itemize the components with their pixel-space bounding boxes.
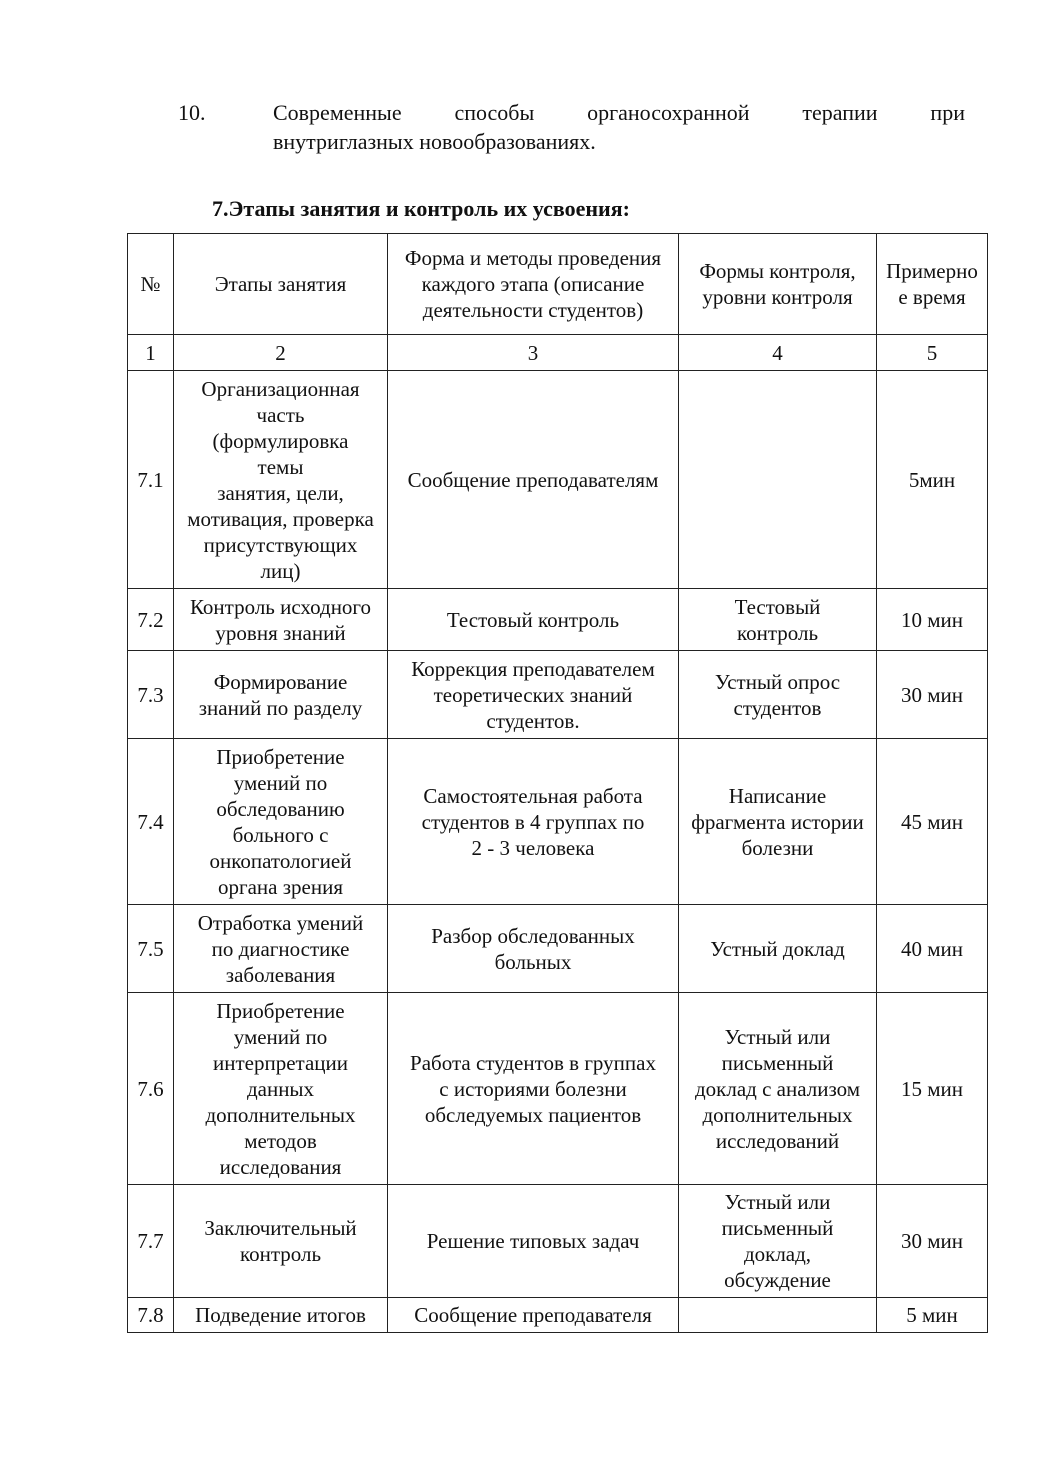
control-cell: Тестовый контроль bbox=[679, 589, 877, 651]
table-row bbox=[128, 651, 988, 739]
column-number-cell: 1 bbox=[128, 335, 174, 371]
column-number-cell: 2 bbox=[174, 335, 388, 371]
column-number-cell: 4 bbox=[679, 335, 877, 371]
header-cell-control: Формы контроля, уровни контроля bbox=[679, 234, 877, 335]
stage-cell: Заключительный контроль bbox=[174, 1185, 388, 1298]
row-number-cell: 7.2 bbox=[128, 589, 174, 651]
table-row bbox=[128, 905, 988, 993]
method-cell: Коррекция преподавателем теоретических знаний студентов. bbox=[388, 651, 679, 739]
time-cell: 40 мин bbox=[877, 905, 988, 993]
stages-table bbox=[127, 233, 988, 1333]
time-cell: 5мин bbox=[877, 371, 988, 589]
control-cell: Устный доклад bbox=[679, 905, 877, 993]
stage-cell: Организационная часть (формулировка темы занятия, цели, мотивация, проверка присутствующих лиц) bbox=[174, 371, 388, 589]
control-cell: Устный опрос студентов bbox=[679, 651, 877, 739]
header-cell-number: № bbox=[128, 234, 174, 335]
method-cell: Самостоятельная работа студентов в 4 группах по 2 - 3 человека bbox=[388, 739, 679, 905]
method-cell: Тестовый контроль bbox=[388, 589, 679, 651]
table-row bbox=[128, 1185, 988, 1298]
table-row bbox=[128, 589, 988, 651]
stage-cell: Подведение итогов bbox=[174, 1298, 388, 1333]
control-cell bbox=[679, 1298, 877, 1333]
column-number-cell: 5 bbox=[877, 335, 988, 371]
row-number-cell: 7.7 bbox=[128, 1185, 174, 1298]
method-cell: Решение типовых задач bbox=[388, 1185, 679, 1298]
control-cell: Написание фрагмента истории болезни bbox=[679, 739, 877, 905]
header-cell-stage: Этапы занятия bbox=[174, 234, 388, 335]
list-item-number: 10. bbox=[178, 100, 206, 125]
method-cell: Сообщение преподавателя bbox=[388, 1298, 679, 1333]
time-cell: 45 мин bbox=[877, 739, 988, 905]
table-row bbox=[128, 739, 988, 905]
method-cell: Работа студентов в группах с историями болезни обследуемых пациентов bbox=[388, 993, 679, 1185]
row-number-cell: 7.5 bbox=[128, 905, 174, 993]
table-row bbox=[128, 993, 988, 1185]
time-cell: 5 мин bbox=[877, 1298, 988, 1333]
control-cell: Устный или письменный доклад, обсуждение bbox=[679, 1185, 877, 1298]
word: терапии bbox=[802, 100, 878, 125]
word: Современные bbox=[273, 100, 402, 125]
method-cell: Сообщение преподавателям bbox=[388, 371, 679, 589]
time-cell: 30 мин bbox=[877, 1185, 988, 1298]
time-cell: 15 мин bbox=[877, 993, 988, 1185]
row-number-cell: 7.6 bbox=[128, 993, 174, 1185]
stage-cell: Приобретение умений по интерпретации данных дополнительных методов исследования bbox=[174, 993, 388, 1185]
list-item-text bbox=[273, 98, 965, 156]
row-number-cell: 7.1 bbox=[128, 371, 174, 589]
table-header-row bbox=[128, 234, 988, 335]
stage-cell: Отработка умений по диагностике заболевания bbox=[174, 905, 388, 993]
header-cell-time: Примерно е время bbox=[877, 234, 988, 335]
time-cell: 30 мин bbox=[877, 651, 988, 739]
stage-cell: Формирование знаний по разделу bbox=[174, 651, 388, 739]
column-number-row bbox=[128, 335, 988, 371]
table-row bbox=[128, 1298, 988, 1333]
list-item-line-2: внутриглазных новообразованиях. bbox=[273, 129, 596, 154]
row-number-cell: 7.3 bbox=[128, 651, 174, 739]
row-number-cell: 7.8 bbox=[128, 1298, 174, 1333]
word: при bbox=[930, 100, 965, 125]
word: органосохранной bbox=[587, 100, 750, 125]
time-cell: 10 мин bbox=[877, 589, 988, 651]
header-cell-method: Форма и методы проведения каждого этапа (описание деятельности студентов) bbox=[388, 234, 679, 335]
row-number-cell: 7.4 bbox=[128, 739, 174, 905]
method-cell: Разбор обследованных больных bbox=[388, 905, 679, 993]
table-row bbox=[128, 371, 988, 589]
word: способы bbox=[454, 100, 535, 125]
stage-cell: Контроль исходного уровня знаний bbox=[174, 589, 388, 651]
list-item-line-1 bbox=[273, 98, 965, 127]
section-heading: 7.Этапы занятия и контроль их усвоения: bbox=[212, 196, 630, 221]
stage-cell: Приобретение умений по обследованию больного с онкопатологией органа зрения bbox=[174, 739, 388, 905]
column-number-cell: 3 bbox=[388, 335, 679, 371]
control-cell: Устный или письменный доклад с анализом дополнительных исследований bbox=[679, 993, 877, 1185]
control-cell bbox=[679, 371, 877, 589]
